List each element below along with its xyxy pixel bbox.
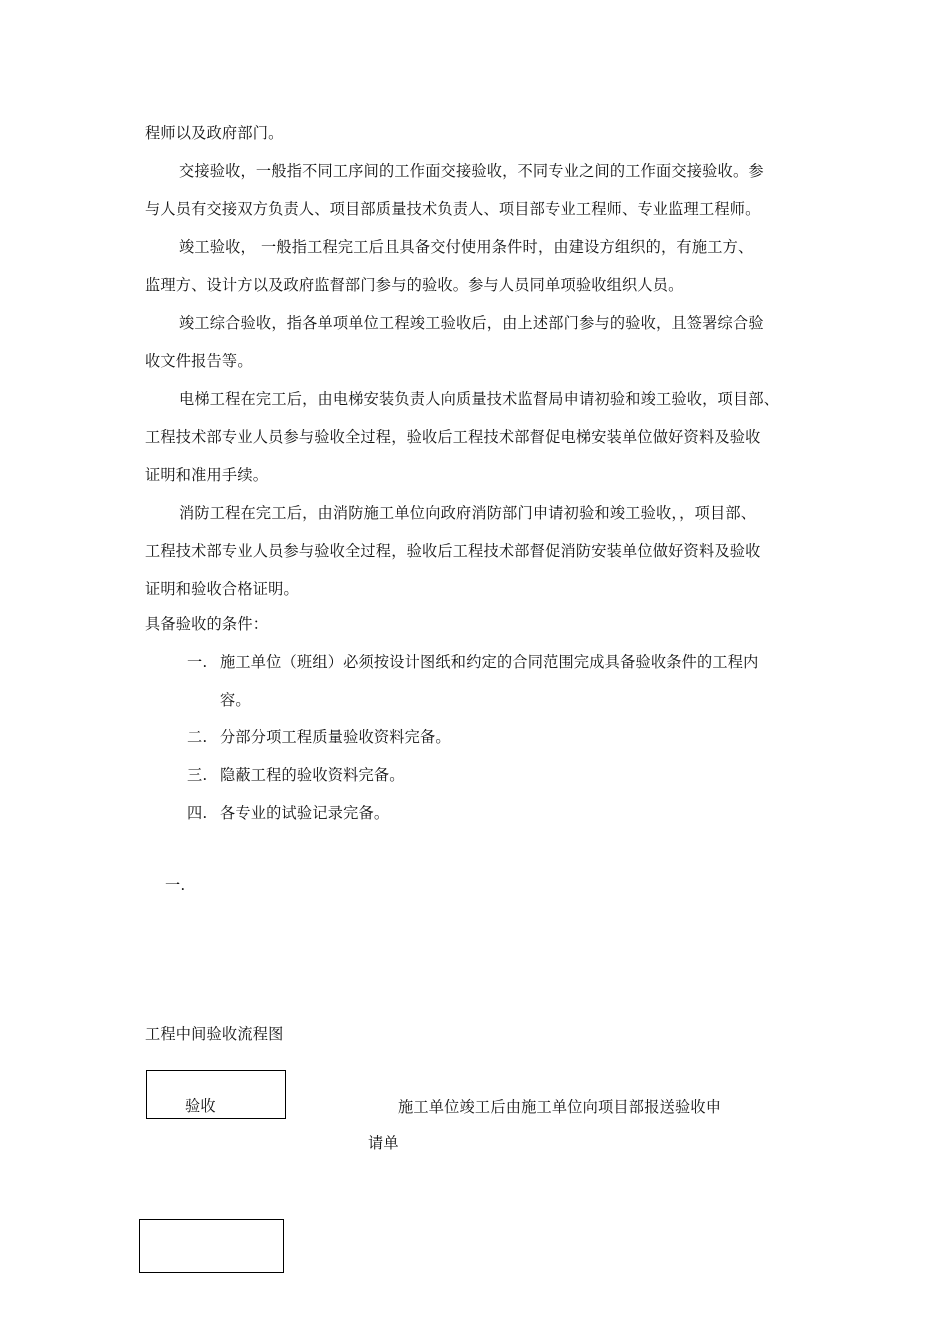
section-heading: 具备验收的条件： (145, 615, 269, 633)
paragraph-line: 证明和准用手续。 (145, 466, 269, 484)
list-item-number: 四. (187, 804, 208, 822)
flowchart-note: 请单 (368, 1134, 399, 1152)
list-item-text: 隐蔽工程的验收资料完备。 (220, 766, 405, 784)
list-item-text: 分部分项工程质量验收资料完备。 (220, 728, 451, 746)
paragraph-line: 收文件报告等。 (145, 352, 253, 370)
paragraph-line: 工程技术部专业人员参与验收全过程，验收后工程技术部督促消防安装单位做好资料及验收 (145, 542, 761, 560)
list-item-text: 容。 (220, 691, 251, 709)
paragraph-line: 工程技术部专业人员参与验收全过程，验收后工程技术部督促电梯安装单位做好资料及验收 (145, 428, 761, 446)
paragraph-line: 交接验收，一般指不同工序间的工作面交接验收，不同专业之间的工作面交接验收。参 (179, 162, 764, 180)
list-item-number: 三. (187, 766, 208, 784)
paragraph-line: 与人员有交接双方负责人、项目部质量技术负责人、项目部专业工程师、专业监理工程师。 (145, 200, 761, 218)
list-item-text: 施工单位（班组）必须按设计图纸和约定的合同范围完成具备验收条件的工程内 (220, 653, 759, 671)
flowchart-box-label: 验收 (185, 1097, 216, 1115)
list-item-text: 各专业的试验记录完备。 (220, 804, 390, 822)
paragraph-line: 监理方、设计方以及政府监督部门参与的验收。参与人员同单项验收组织人员。 (145, 276, 684, 294)
stray-list-number: 一. (165, 876, 186, 894)
paragraph-line: 竣工综合验收，指各单项单位工程竣工验收后，由上述部门参与的验收，且签署综合验 (179, 314, 764, 332)
flowchart-box-empty (139, 1219, 284, 1273)
flowchart-note: 施工单位竣工后由施工单位向项目部报送验收申 (398, 1098, 722, 1116)
list-item-number: 一. (187, 653, 208, 671)
paragraph-line: 竣工验收， 一般指工程完工后且具备交付使用条件时，由建设方组织的，有施工方、 (179, 238, 754, 256)
list-item-number: 二. (187, 728, 208, 746)
flowchart-box-inspection (146, 1070, 286, 1119)
flowchart-title: 工程中间验收流程图 (145, 1025, 284, 1043)
paragraph-line: 证明和验收合格证明。 (145, 580, 299, 598)
paragraph-line: 程师以及政府部门。 (145, 124, 284, 142)
paragraph-line: 消防工程在完工后，由消防施工单位向政府消防部门申请初验和竣工验收，，项目部、 (179, 504, 757, 522)
paragraph-line: 电梯工程在完工后，由电梯安装负责人向质量技术监督局申请初验和竣工验收，项目部、 (179, 390, 780, 408)
